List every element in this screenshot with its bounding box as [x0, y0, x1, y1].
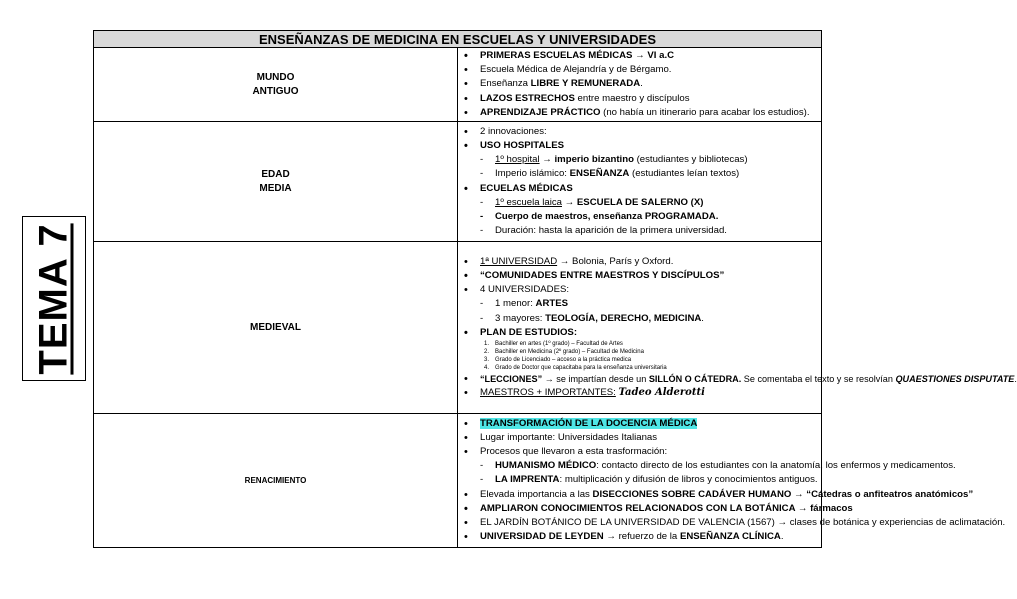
- row-edad-media: [94, 122, 822, 242]
- list-item: • 2 innovaciones:: [458, 125, 821, 139]
- list-item: • Lugar importante: Universidades Italianas: [458, 431, 821, 445]
- period-renacimiento: RENACIMIENTO: [94, 414, 458, 548]
- list-item: 1. Bachiller en artes (1º grado) – Facultad de Artes: [458, 340, 821, 348]
- list-item: • PLAN DE ESTUDIOS:: [458, 326, 821, 340]
- list-item: [458, 417, 821, 431]
- list-item: - LA IMPRENTA: multiplicación y difusión de libros y conocimientos antiguos.: [458, 473, 821, 487]
- content-medieval: [458, 242, 1017, 414]
- list-item: - 1 menor: ARTES: [458, 297, 821, 311]
- list-item: • ECUELAS MÉDICAS: [458, 182, 821, 196]
- list-item: • UNIVERSIDAD DE LEYDEN → refuerzo de la ENSEÑANZA CLÍNICA.: [458, 530, 821, 544]
- list-item: • USO HOSPITALES: [458, 139, 821, 153]
- period-mundo-antiguo: MUNDO ANTIGUO: [94, 48, 458, 122]
- list-item: • APRENDIZAJE PRÁCTICO (no había un itinerario para acabar los estudios).: [458, 106, 821, 120]
- medicine-teaching-table: [93, 30, 1017, 548]
- list-item: 2. Bachiller en Medicina (2º grado) – Facultad de Medicina: [458, 348, 821, 356]
- list-item: • 1ª UNIVERSIDAD → Bolonia, París y Oxford.: [458, 255, 821, 269]
- list-item: - HUMANISMO MÉDICO: contacto directo de los estudiantes con la anatomía, los enfermos y medicamentos.: [458, 459, 821, 473]
- list-item: • Escuela Médica de Alejandría y de Bérgamo.: [458, 63, 821, 77]
- list-item: • LAZOS ESTRECHOS entre maestro y discípulos: [458, 92, 821, 106]
- tema-label-box: [22, 216, 86, 381]
- signature-name: Tadeo Alderotti: [618, 387, 705, 399]
- list-item: • PRIMERAS ESCUELAS MÉDICAS → VI a.C: [458, 49, 821, 63]
- list-item: • Enseñanza LIBRE Y REMUNERADA.: [458, 77, 821, 91]
- content-edad-media: [458, 122, 822, 242]
- list-item: 4. Grado de Doctor que capacitaba para la enseñanza universitaria: [458, 364, 821, 372]
- list-item: - 3 mayores: TEOLOGÍA, DERECHO, MEDICINA.: [458, 312, 821, 326]
- list-item: - Cuerpo de maestros, enseñanza PROGRAMADA.: [458, 210, 821, 224]
- list-item: • AMPLIARON CONOCIMIENTOS RELACIONADOS CON LA BOTÁNICA → fármacos: [458, 502, 821, 516]
- list-item: • Procesos que llevaron a esta trasformación:: [458, 445, 821, 459]
- list-item: - Imperio islámico: ENSEÑANZA (estudiantes leían textos): [458, 167, 821, 181]
- period-edad-media: EDAD MEDIA: [94, 122, 458, 242]
- highlighted-text: TRANSFORMACIÓN DE LA DOCENCIA MÉDICA: [480, 417, 698, 429]
- list-item: • EL JARDÍN BOTÁNICO DE LA UNIVERSIDAD DE VALENCIA (1567) → clases de botánica y experiencias de aclimatación.: [458, 516, 821, 530]
- tema-label: TEMA 7: [31, 222, 76, 375]
- period-medieval: MEDIEVAL: [94, 242, 458, 414]
- list-item: • “LECCIONES” → se impartían desde un SILLÓN O CÁTEDRA. Se comentaba el texto y se resolvían QUAESTIONES DISPUTATE.: [458, 372, 821, 386]
- row-medieval: [94, 242, 822, 414]
- list-item: - Duración: hasta la aparición de la primera universidad.: [458, 224, 821, 238]
- row-renacimiento: [94, 414, 822, 548]
- list-item: 3. Grado de Licenciado – acceso a la práctica medica: [458, 356, 821, 364]
- table-title: ENSEÑANZAS DE MEDICINA EN ESCUELAS Y UNIVERSIDADES: [94, 31, 822, 48]
- list-item: • Elevada importancia a las DISECCIONES SOBRE CADÁVER HUMANO → “Cátedras o anfiteatros anatómicos”: [458, 488, 821, 502]
- content-mundo-antiguo: [458, 48, 822, 122]
- list-item: • “COMUNIDADES ENTRE MAESTROS Y DISCÍPULOS”: [458, 269, 821, 283]
- list-item: - 1º hospital → imperio bizantino (estudiantes y bibliotecas): [458, 153, 821, 167]
- list-item: • 4 UNIVERSIDADES:: [458, 283, 821, 297]
- list-item: • MAESTROS + IMPORTANTES: Tadeo Alderotti: [458, 386, 821, 400]
- content-renacimiento: [458, 414, 1006, 548]
- list-item: - 1º escuela laica → ESCUELA DE SALERNO (X): [458, 196, 821, 210]
- row-mundo-antiguo: [94, 48, 822, 122]
